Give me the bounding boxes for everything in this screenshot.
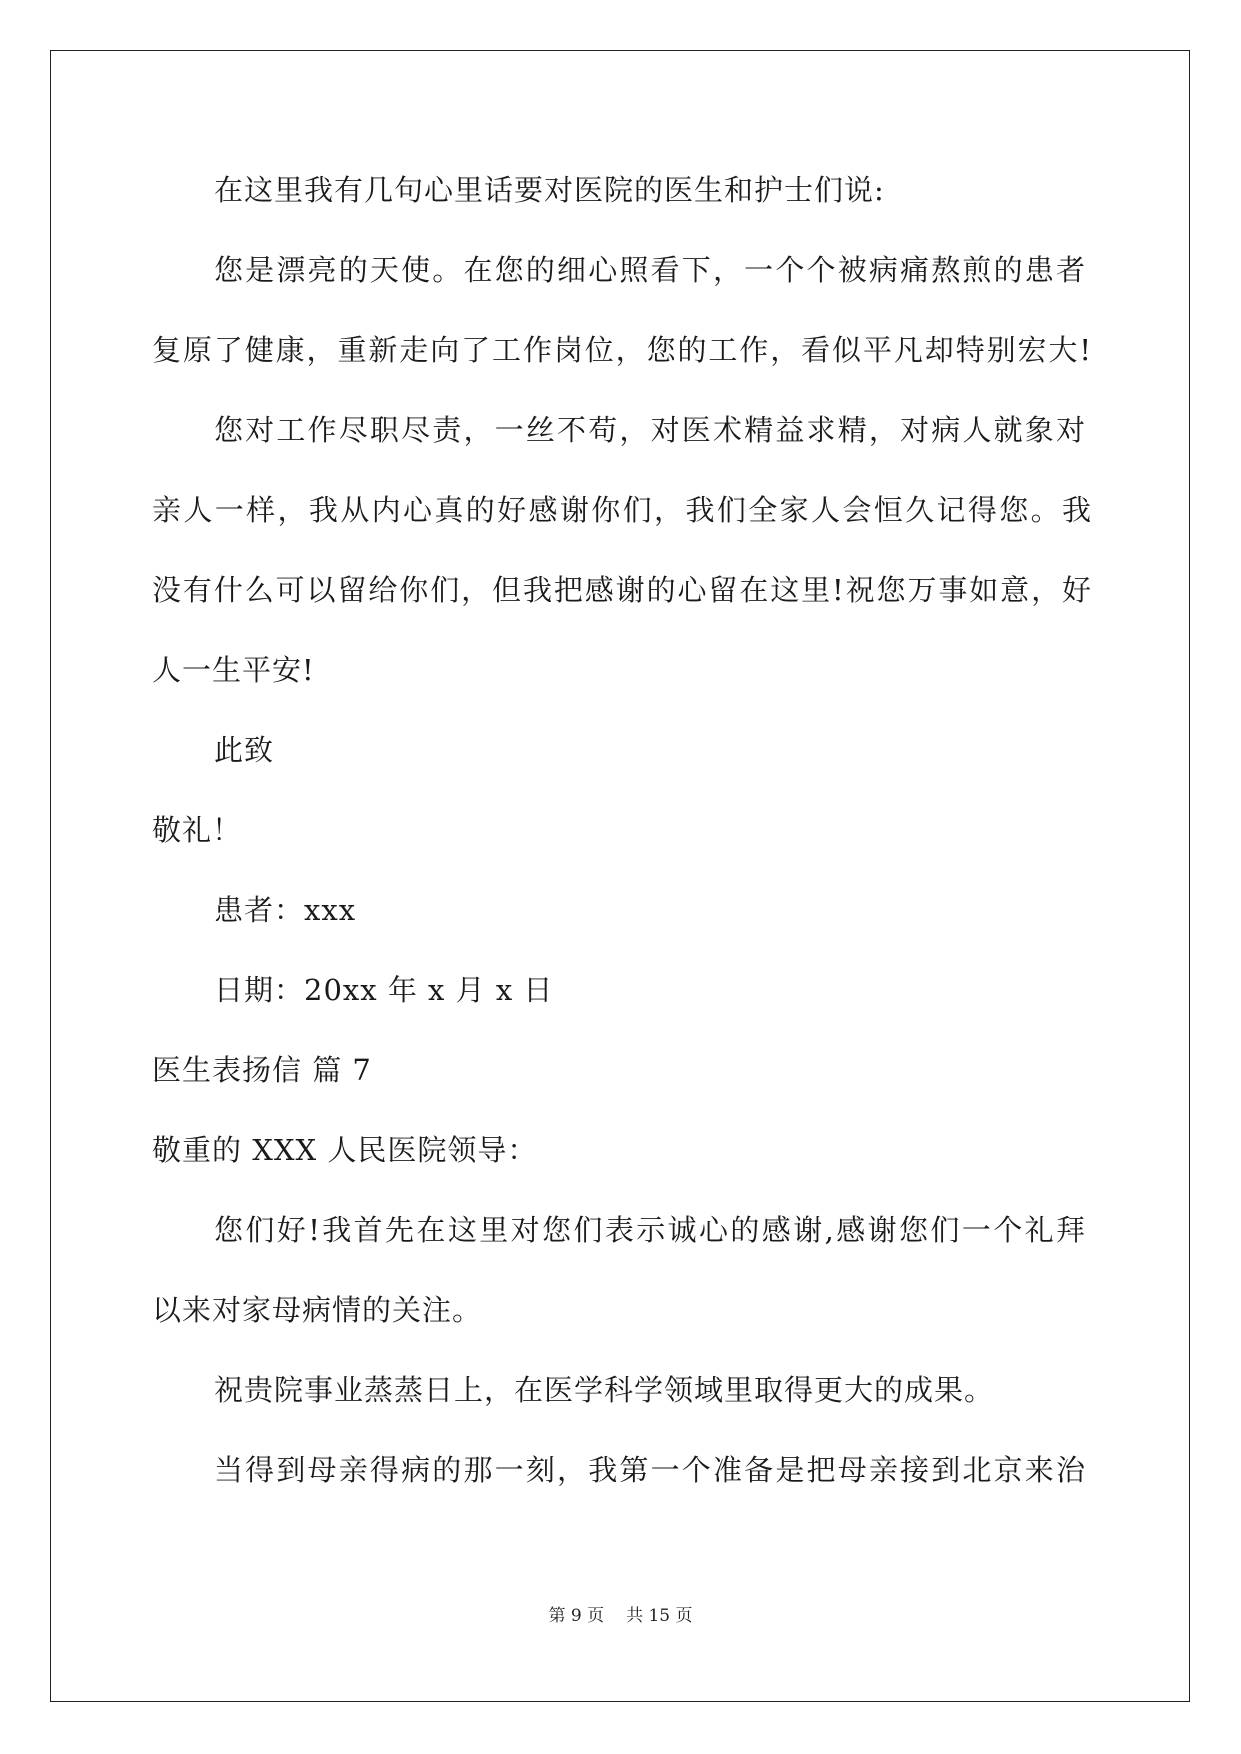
paragraph-line: 亲人一样，我从内心真的好感谢你们，我们全家人会恒久记得您。我 <box>152 493 1092 527</box>
closing-line: 此致 <box>214 733 275 767</box>
paragraph-line: 以来对家母病情的关注。 <box>152 1293 483 1327</box>
section-heading: 医生表扬信 篇 7 <box>152 1053 372 1087</box>
salutation-line: 敬礼！ <box>152 813 243 847</box>
paragraph-line: 在这里我有几句心里话要对医院的医生和护士们说: <box>214 173 885 207</box>
paragraph-line: 没有什么可以留给你们，但我把感谢的心留在这里!祝您万事如意，好 <box>152 573 1092 607</box>
paragraph-line: 您对工作尽职尽责，一丝不苟，对医术精益求精，对病人就象对 <box>214 413 1086 447</box>
signature-line: 患者：xxx <box>214 893 357 927</box>
page-footer <box>0 1604 1241 1628</box>
date-line: 日期：20xx 年 x 月 x 日 <box>214 973 554 1007</box>
paragraph-line: 您们好!我首先在这里对您们表示诚心的感谢,感谢您们一个礼拜 <box>214 1213 1086 1247</box>
page-total: 共 15 页 <box>626 1606 693 1626</box>
page-number: 第 9 页 <box>548 1606 605 1626</box>
greeting-line: 敬重的 XXX 人民医院领导： <box>152 1133 538 1167</box>
paragraph-line: 复原了健康，重新走向了工作岗位，您的工作，看似平凡却特别宏大! <box>152 333 1092 367</box>
paragraph-line: 人一生平安! <box>152 653 315 687</box>
paragraph-line: 当得到母亲得病的那一刻，我第一个准备是把母亲接到北京来治 <box>214 1453 1086 1487</box>
paragraph-line: 您是漂亮的天使。在您的细心照看下，一个个被病痛熬煎的患者 <box>214 253 1086 287</box>
paragraph-line: 祝贵院事业蒸蒸日上，在医学科学领域里取得更大的成果。 <box>214 1373 995 1407</box>
